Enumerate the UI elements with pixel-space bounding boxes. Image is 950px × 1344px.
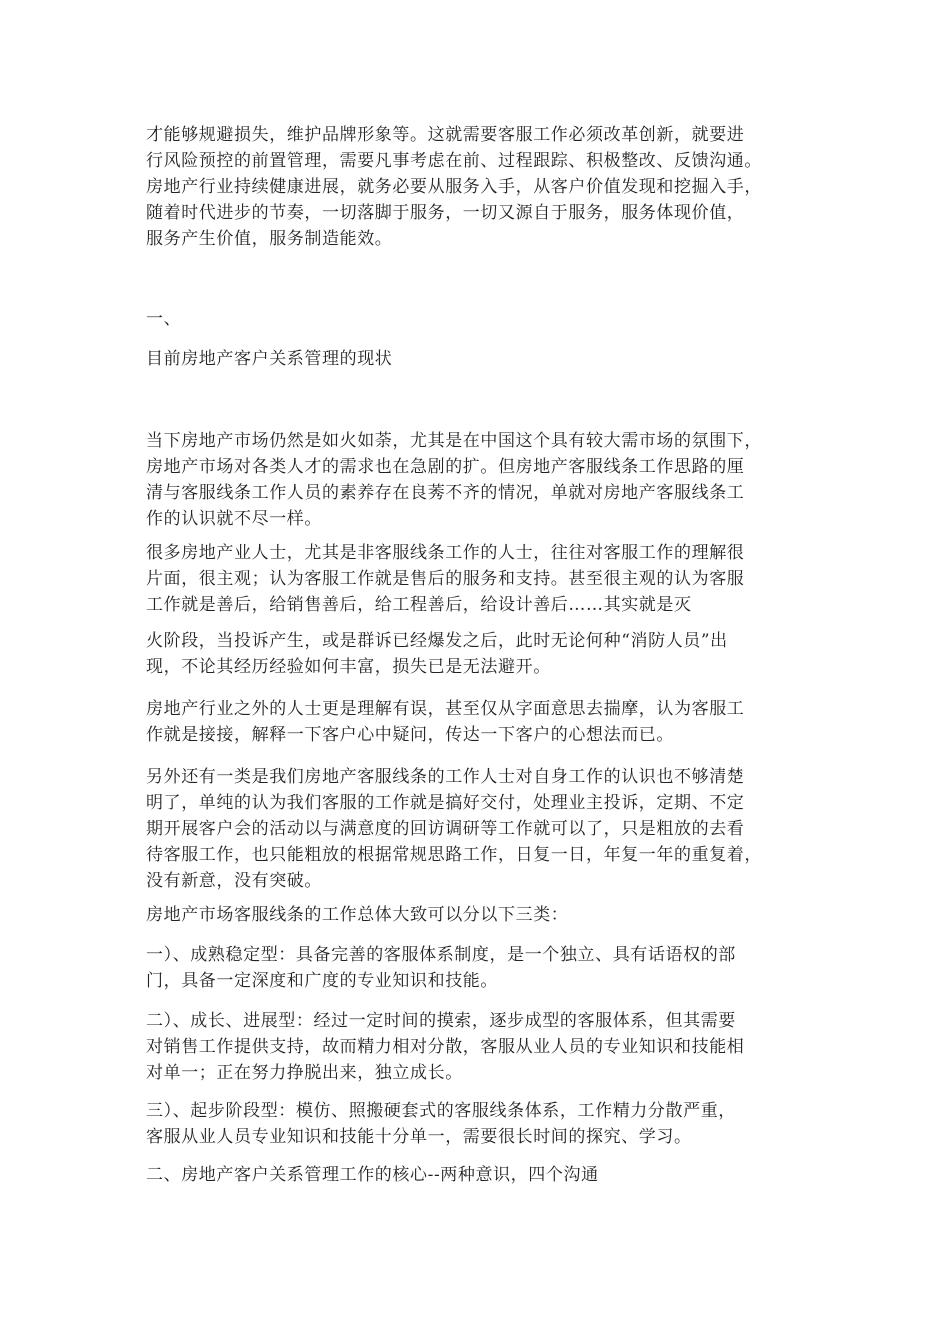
text-line: 明了，单纯的认为我们客服的工作就是搞好交付，处理业主投诉，定期、不定: [146, 793, 745, 813]
text-line: 目前房地产客户关系管理的现状: [146, 349, 393, 369]
section-one-number: [146, 306, 808, 332]
text-line: 房地产行业之外的人士更是理解有误，甚至仅从字面意思去揣摩，认为客服工: [146, 699, 745, 719]
text-line: 一）、成熟稳定型：具备完善的客服体系制度，是一个独立、具有话语权的部: [146, 945, 736, 965]
insiders-paragraph: [146, 764, 808, 894]
document-page: [146, 0, 808, 1344]
text-line: 对销售工作提供支持，故而精力相对分散，客服从业人员的专业知识和技能相: [146, 1037, 745, 1057]
text-line: 三）、起步阶段型：模仿、照搬硬套式的客服线条体系，工作精力分散严重，: [146, 1101, 736, 1121]
section-two-title: [146, 1162, 808, 1188]
text-line: 当下房地产市场仍然是如火如荼，尤其是在中国这个具有较大需市场的氛围下，: [146, 431, 762, 451]
text-line: 没有新意，没有突破。: [146, 871, 322, 891]
category-one: [146, 942, 808, 994]
text-line: 工作就是善后，给销售善后，给工程善后，给设计善后……其实就是灭: [146, 595, 692, 615]
text-line: 才能够规避损失，维护品牌形象等。这就需要客服工作必须改革创新，就要进: [146, 125, 745, 145]
text-line: 随着时代进步的节奏，一切落脚于服务，一切又源自于服务，服务体现价值，: [146, 203, 745, 223]
text-line: 清与客服线条工作人员的素养存在良莠不齐的情况，单就对房地产客服线条工: [146, 483, 745, 503]
text-line: 行风险预控的前置管理，需要凡事考虑在前、过程跟踪、积极整改、反馈沟通。: [146, 151, 762, 171]
text-line: 对单一；正在努力挣脱出来，独立成长。: [146, 1063, 463, 1083]
text-line: 另外还有一类是我们房地产客服线条的工作人士对自身工作的认识也不够清楚: [146, 767, 745, 787]
categories-intro: [146, 902, 808, 928]
text-line: 房地产市场客服线条的工作总体大致可以分以下三类：: [146, 905, 569, 925]
text-line: 期开展客户会的活动以与满意度的回访调研等工作就可以了，只是粗放的去看: [146, 819, 745, 839]
outsiders-paragraph: [146, 696, 808, 748]
misunderstanding-paragraph: [146, 540, 808, 618]
text-line: 现，不论其经历经验如何丰富，损失已是无法避开。: [146, 657, 551, 677]
text-line: 门，具备一定深度和广度的专业知识和技能。: [146, 971, 498, 991]
text-line: 作的认识就不尽一样。: [146, 509, 322, 529]
text-line: 很多房地产业人士，尤其是非客服线条工作的人士，往往对客服工作的理解很: [146, 543, 745, 563]
text-line: 二）、成长、进展型：经过一定时间的摸索，逐步成型的客服体系，但其需要: [146, 1011, 736, 1031]
text-line: 客服从业人员专业知识和技能十分单一，需要很长时间的探究、学习。: [146, 1127, 692, 1147]
text-line: 房地产市场对各类人才的需求也在急剧的扩。但房地产客服线条工作思路的厘: [146, 457, 745, 477]
section-one-title: [146, 346, 808, 372]
market-paragraph: [146, 428, 808, 532]
text-line: 房地产行业持续健康进展，就务必要从服务入手，从客户价值发现和挖掘入手，: [146, 177, 762, 197]
text-line: 二、房地产客户关系管理工作的核心--两种意识，四个沟通: [146, 1165, 599, 1185]
text-line: 作就是接接，解释一下客户心中疑问，传达一下客户的心想法而已。: [146, 725, 674, 745]
category-three: [146, 1098, 808, 1150]
text-line: 火阶段，当投诉产生，或是群诉已经爆发之后，此时无论何种“消防人员”出: [146, 631, 728, 651]
text-line: 待客服工作，也只能粗放的根据常规思路工作，日复一日，年复一年的重复着，: [146, 845, 762, 865]
text-line: 服务产生价值，服务制造能效。: [146, 229, 393, 249]
text-line: 一、: [146, 309, 182, 329]
firefighting-paragraph: [146, 628, 808, 680]
category-two: [146, 1008, 808, 1086]
text-line: 片面，很主观；认为客服工作就是售后的服务和支持。甚至很主观的认为客服: [146, 569, 745, 589]
intro-paragraph: [146, 122, 808, 252]
